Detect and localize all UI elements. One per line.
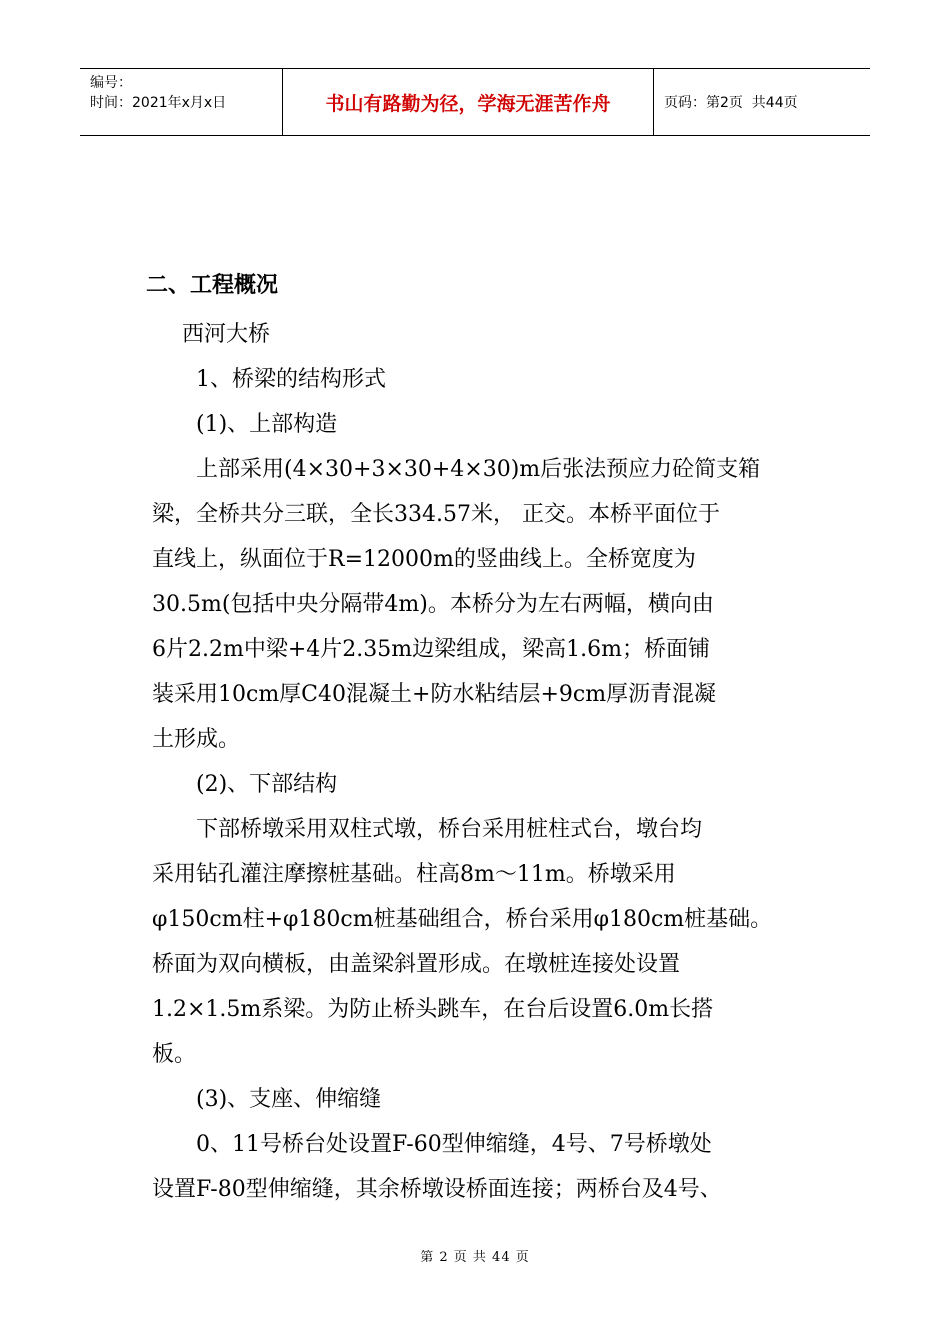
page-footer: 第 2 页 共 44 页: [420, 1250, 530, 1265]
text-line: 30.5m(包括中央分隔带4m)。本桥分为左右两幅，横向由: [152, 592, 714, 617]
header-motto-cell: [282, 69, 654, 135]
text-line: 直线上，纵面位于R=12000m的竖曲线上。全桥宽度为: [152, 547, 696, 572]
text-line: 西河大桥: [182, 322, 271, 347]
text-line: 梁，全桥共分三联，全长334.57米， 正交。本桥平面位于: [152, 502, 720, 527]
header-table: [80, 68, 870, 136]
document-number-label: 编号：: [90, 75, 132, 91]
text-line: (2)、下部结构: [196, 772, 338, 797]
text-line: 上部采用(4×30+3×30+4×30)m后张法预应力砼简支箱: [196, 457, 761, 482]
header-meta-cell: [80, 69, 282, 135]
text-line: 1、桥梁的结构形式: [196, 367, 386, 392]
text-line: 1.2×1.5m系梁。为防止桥头跳车，在台后设置6.0m长搭: [152, 997, 714, 1022]
text-line: 0、11号桥台处设置F-60型伸缩缝，4号、7号桥墩处: [196, 1132, 712, 1157]
text-line: 装采用10cm厚C40混凝土+防水粘结层+9cm厚沥青混凝: [152, 682, 717, 707]
document-date-label: 时间：2021年x月x日: [90, 95, 227, 111]
section-heading: 二、工程概况: [146, 273, 279, 298]
text-line: 下部桥墩采用双柱式墩，桥台采用桩柱式台，墩台均: [196, 817, 703, 842]
header-page-cell: [654, 69, 870, 135]
motto-text: 书山有路勤为径，学海无涯苦作舟: [325, 92, 611, 115]
text-line: 土形成。: [152, 727, 241, 752]
text-line: 6片2.2m中梁+4片2.35m边梁组成，梁高1.6m；桥面铺: [152, 637, 710, 662]
text-line: (1)、上部构造: [196, 412, 338, 437]
page-info-text: 页码：第2页 共44页: [664, 95, 798, 111]
text-line: 采用钻孔灌注摩擦桩基础。柱高8m～11m。桥墩采用: [152, 862, 676, 887]
text-line: 桥面为双向横板，由盖梁斜置形成。在墩桩连接处设置: [152, 952, 681, 977]
body-text: [152, 312, 832, 1212]
text-line: φ150cm柱+φ180cm桩基础组合，桥台采用φ180cm桩基础。: [152, 907, 773, 932]
text-line: 板。: [152, 1042, 197, 1067]
text-line: (3)、支座、伸缩缝: [196, 1087, 382, 1112]
text-line: 设置F-80型伸缩缝，其余桥墩设桥面连接；两桥台及4号、: [152, 1177, 722, 1202]
